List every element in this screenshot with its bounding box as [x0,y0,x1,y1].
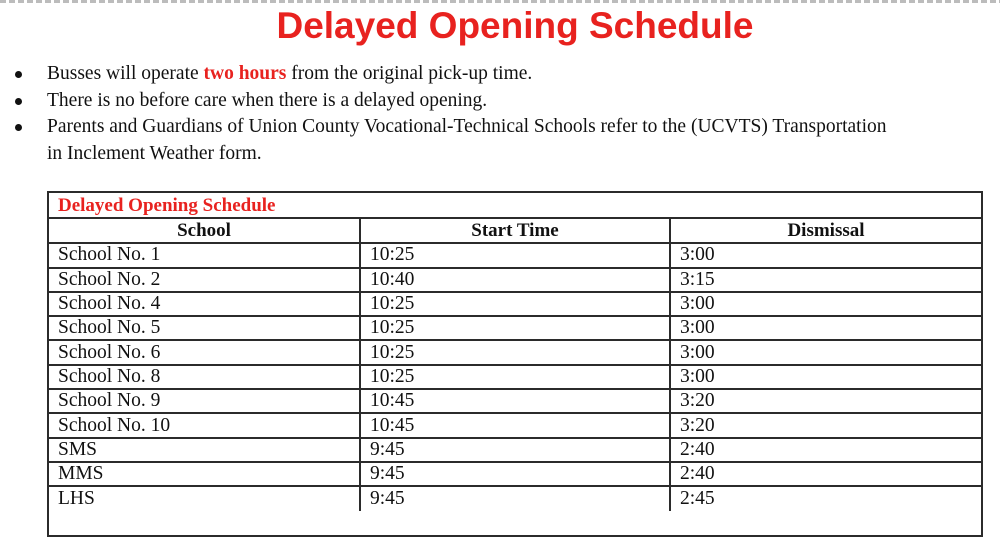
table-row [49,243,981,267]
dismissal-cell: 2:45 [670,486,981,510]
start-time-cell: 10:25 [360,316,670,340]
table-row [49,486,981,510]
school-cell: School No. 6 [49,340,360,364]
start-time-cell: 10:25 [360,243,670,267]
school-cell: LHS [49,486,360,510]
table-row [49,268,981,292]
dismissal-cell: 3:00 [670,292,981,316]
dismissal-cell: 2:40 [670,438,981,462]
start-time-cell: 10:45 [360,389,670,413]
table-row [49,292,981,316]
note-bus-delay [0,61,900,88]
table-row [49,316,981,340]
table-header-row [49,219,981,243]
column-header-start-time: Start Time [360,219,670,243]
start-time-cell: 10:25 [360,365,670,389]
table-row [49,389,981,413]
start-time-cell: 10:40 [360,268,670,292]
dismissal-cell: 3:00 [670,365,981,389]
dismissal-cell: 3:00 [670,243,981,267]
school-cell: MMS [49,462,360,486]
start-time-cell: 10:25 [360,340,670,364]
note-before-care: There is no before care when there is a delayed opening. [0,88,900,115]
table-row [49,438,981,462]
table-row [49,365,981,389]
dismissal-cell: 3:20 [670,389,981,413]
column-header-school: School [49,219,360,243]
school-cell: SMS [49,438,360,462]
note-text: from the original pick-up time. [286,63,533,84]
table-row [49,462,981,486]
note-text: Busses will operate [47,63,204,84]
highlight-two-hours: two hours [203,63,287,84]
dismissal-cell: 2:40 [670,462,981,486]
notes-list [0,61,900,167]
school-cell: School No. 1 [49,243,360,267]
dismissal-cell: 3:20 [670,413,981,437]
page-title: Delayed Opening Schedule [276,5,754,46]
start-time-cell: 9:45 [360,462,670,486]
start-time-cell: 10:45 [360,413,670,437]
dismissal-cell: 3:00 [670,340,981,364]
schedule-table [49,219,981,511]
start-time-cell: 9:45 [360,438,670,462]
school-cell: School No. 9 [49,389,360,413]
start-time-cell: 10:25 [360,292,670,316]
column-header-dismissal: Dismissal [670,219,981,243]
school-cell: School No. 4 [49,292,360,316]
dismissal-cell: 3:00 [670,316,981,340]
dismissal-cell: 3:15 [670,268,981,292]
schedule-table-container [47,191,983,537]
school-cell: School No. 10 [49,413,360,437]
start-time-cell: 9:45 [360,486,670,510]
table-row [49,413,981,437]
table-row [49,340,981,364]
school-cell: School No. 2 [49,268,360,292]
table-caption: Delayed Opening Schedule [49,193,981,219]
school-cell: School No. 5 [49,316,360,340]
top-divider [0,0,1000,3]
note-ucvts: Parents and Guardians of Union County Vocational-Technical Schools refer to the (UCVTS) Transportation in Inclement Weather form. [0,114,900,167]
school-cell: School No. 8 [49,365,360,389]
